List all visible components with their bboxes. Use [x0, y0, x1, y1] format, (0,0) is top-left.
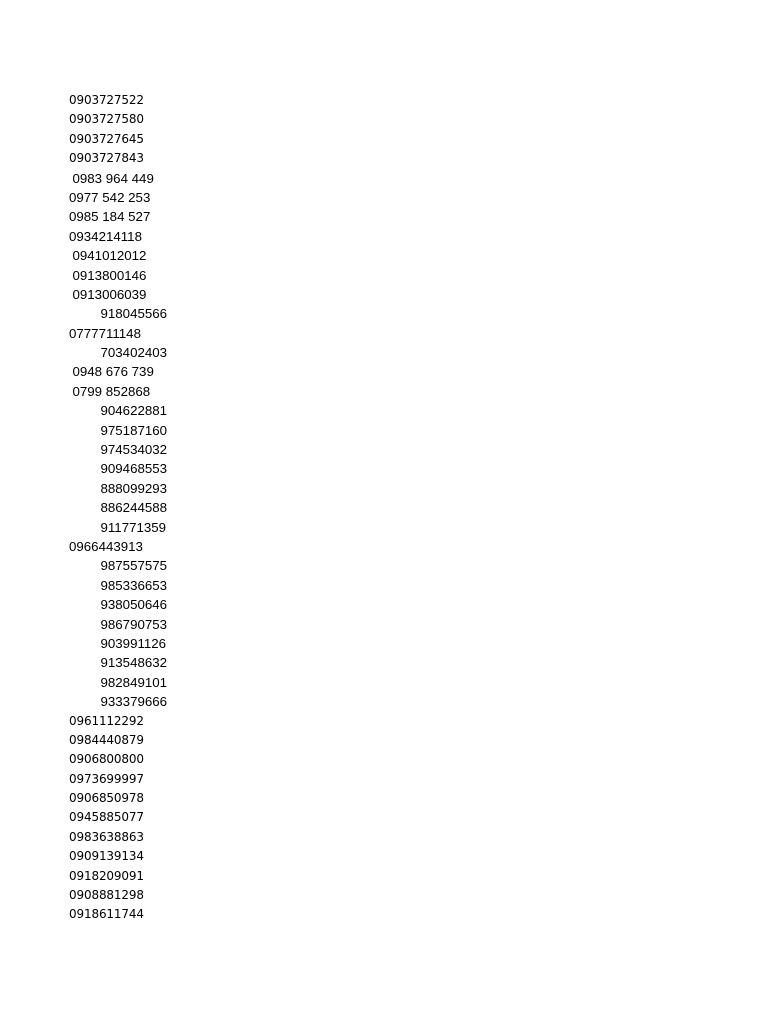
- list-item: 703402403: [100, 345, 168, 361]
- list-item: 0906850978: [69, 791, 144, 806]
- list-item: 0977 542 253: [69, 189, 151, 205]
- list-item: 0934214118: [69, 228, 142, 244]
- list-item: 985336653: [100, 577, 168, 593]
- list-item: 0913800146: [72, 267, 147, 283]
- list-item: 0983638863: [69, 829, 144, 844]
- list-item: 974534032: [100, 442, 168, 458]
- list-item: 0903727645: [69, 131, 144, 146]
- list-item: 0985 184 527: [69, 209, 151, 225]
- list-item: 0984440879: [69, 732, 144, 747]
- list-item: 0961112292: [69, 713, 144, 728]
- list-item: 918045566: [100, 306, 168, 322]
- list-item: 0941012012: [72, 248, 147, 264]
- list-item: 933379666: [100, 694, 168, 710]
- list-item: 986790753: [100, 616, 168, 632]
- list-item: 0913006039: [72, 286, 147, 302]
- list-item: 0918209091: [69, 868, 144, 883]
- list-item: 938050646: [100, 597, 168, 613]
- list-item: 0799 852868: [72, 383, 151, 399]
- list-item: 0777711148: [69, 325, 141, 341]
- list-item: 0918611744: [69, 907, 144, 922]
- list-item: 0948 676 739: [72, 364, 154, 380]
- list-item: 904622881: [100, 403, 168, 419]
- list-item: 0903727843: [69, 151, 144, 166]
- list-item: 913548632: [100, 655, 168, 671]
- list-item: 0903727580: [69, 112, 144, 127]
- list-item: 888099293: [100, 480, 168, 496]
- list-item: 975187160: [100, 422, 168, 438]
- list-item: 0966443913: [69, 538, 143, 554]
- list-item: 0906800800: [69, 752, 144, 767]
- list-item: 0909139134: [69, 849, 144, 864]
- list-item: 0945885077: [69, 810, 144, 825]
- list-item: 987557575: [100, 558, 168, 574]
- phone-number-list: [69, 91, 289, 925]
- list-item: 0903727522: [69, 93, 144, 107]
- list-item: 982849101: [100, 674, 168, 690]
- list-item: 0983 964 449: [72, 170, 154, 186]
- list-item: 903991126: [100, 635, 167, 651]
- list-item: 0973699997: [69, 771, 144, 786]
- list-item: 886244588: [100, 500, 168, 516]
- list-item: 0908881298: [69, 888, 144, 903]
- list-item: 909468553: [100, 461, 168, 477]
- list-item: 911771359: [100, 519, 167, 535]
